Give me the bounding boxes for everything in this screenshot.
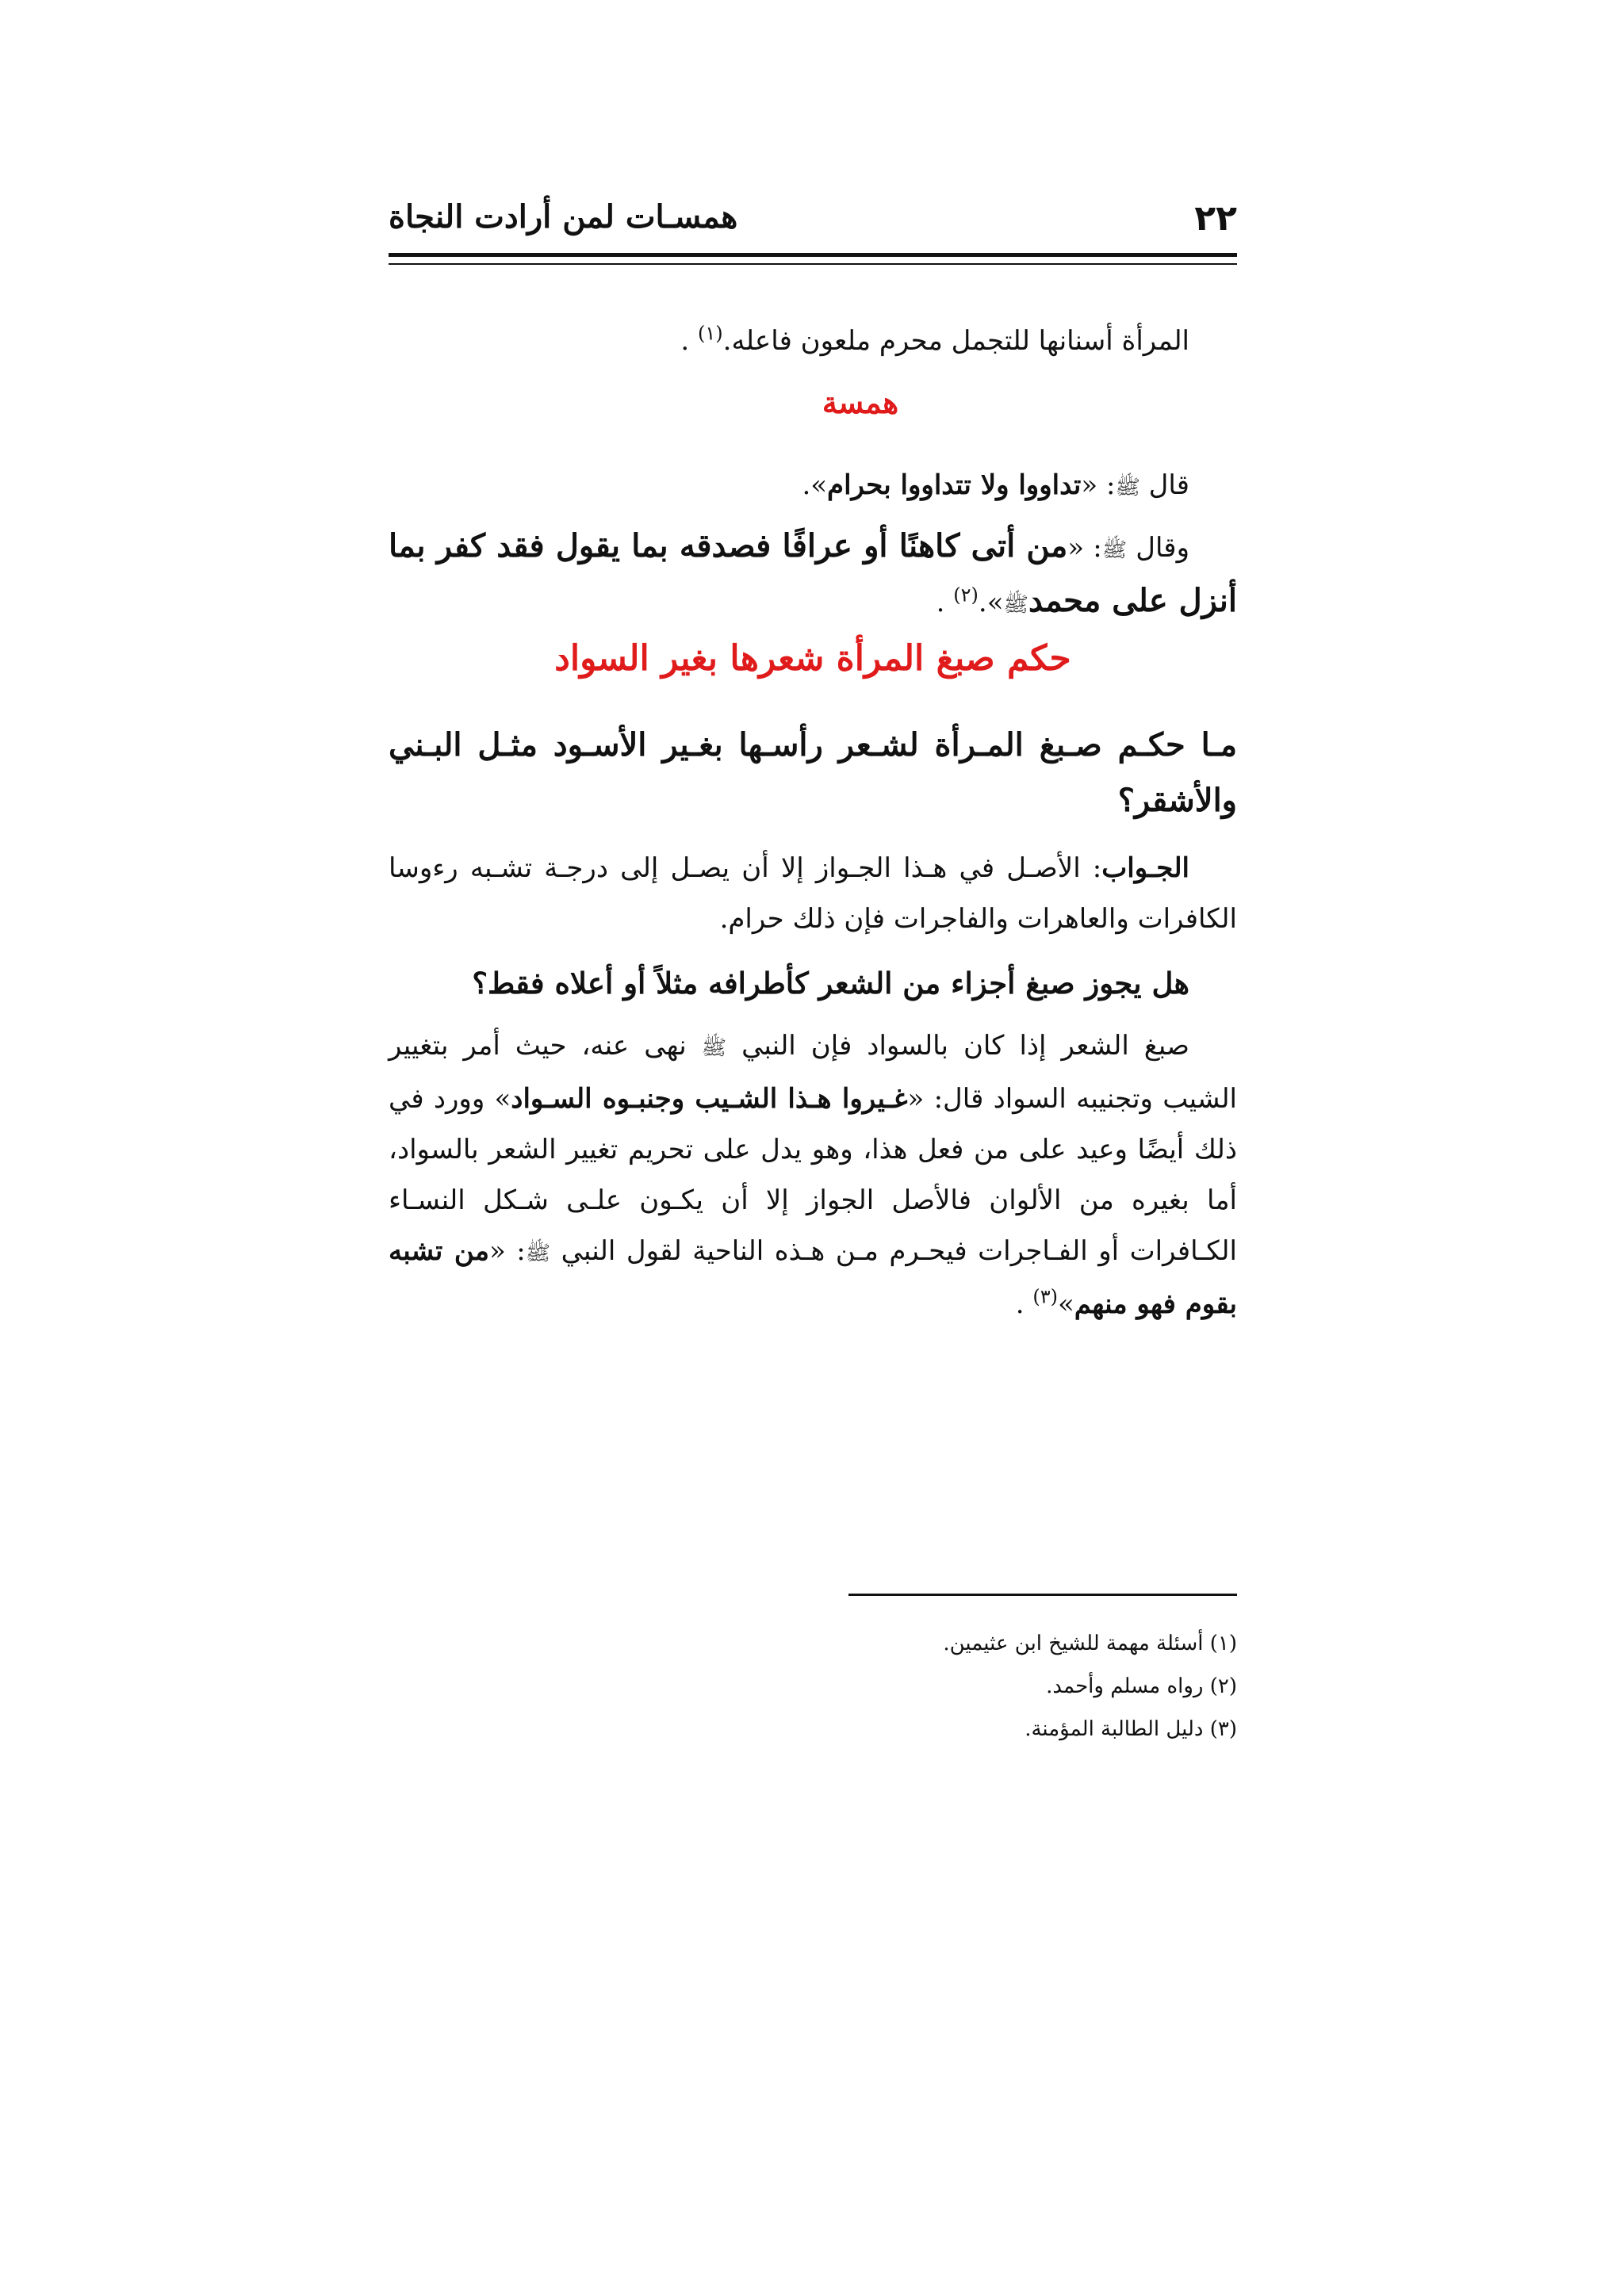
hadith-2-text: من أتى كاهنًا أو عرافًا فصدقه بما يقول فقد كفر بما أنزل على محمد — [389, 527, 1237, 619]
answer-2-colon: : « — [488, 1235, 526, 1267]
hadith-2-colon: : « — [1067, 532, 1102, 564]
hadith-1-intro: قال — [1139, 469, 1189, 501]
answer-2-mid-2: » وورد في ذلك أيضًا وعيد على من فعل هذا، وهو يدل على تحريم تغيير الشعر بالسواد، أما بغيره من الألوان فالأصل الجواز إلا أن يكـون علـى شـكل النسـاء الكـافرات أو الفـاجرات فيحـرم مـن هـذه الناحية لقول النبي — [389, 1083, 1237, 1267]
book-title: همسـات لمن أرادت النجاة — [389, 198, 738, 235]
continued-line-end: . — [680, 325, 698, 357]
footnote-ref-2: (٢) — [953, 584, 979, 607]
hadith-2-end: . — [936, 587, 954, 618]
hadith-1-close: ». — [802, 469, 828, 501]
honorific-icon: ﷺ — [1003, 593, 1028, 617]
answer-2-hadith: غـيروا هـذا الشـيب وجنبـوه السـواد — [511, 1083, 908, 1115]
answer-2-mid: نهى عنه، حيث أمر بتغيير الشيب وتجنيبه السواد قال: « — [389, 1030, 1237, 1115]
hadith-1-text: تداووا ولا تتداووا بحرام — [827, 469, 1082, 501]
header-rule-thick — [389, 253, 1237, 257]
honorific-icon: ﷺ — [1101, 538, 1128, 562]
answer-text: : الأصـل في هـذا الجـواز إلا أن يصـل إلى درجـة تشـبه رءوسا الكافرات والعاهرات والفاجرات فإن ذلك حرام. — [389, 852, 1237, 935]
running-header — [389, 187, 1237, 258]
footnote-separator — [848, 1594, 1237, 1596]
section-word: همسة — [822, 385, 899, 420]
answer-2-start: صبغ الشعر إذا كان بالسواد فإن النبي — [726, 1030, 1190, 1062]
honorific-icon: ﷺ — [1115, 476, 1140, 499]
honorific-icon: ﷺ — [525, 1242, 551, 1265]
page-number: ٢٢ — [1194, 198, 1237, 239]
footnotes — [389, 1622, 1237, 1751]
answer-2-close: » — [1057, 1288, 1074, 1320]
hadith-2-close: ». — [978, 587, 1004, 618]
section-heading: حكم صبغ المرأة شعرها بغير السواد — [554, 638, 1071, 679]
header-rule-thin — [389, 263, 1237, 265]
footnote-item: (٣) دليل الطالبة المؤمنة. — [1025, 1717, 1237, 1741]
question-1: مـا حكـم صـبغ المـرأة لشـعر رأسـها بغـير الأسـود مثـل البـني والأشقر؟ — [389, 726, 1237, 819]
body-text — [389, 316, 1237, 1330]
answer-2 — [389, 1020, 1237, 1330]
continued-line — [389, 316, 1237, 366]
answer-1 — [389, 843, 1237, 944]
hadith-1-colon: : « — [1081, 469, 1116, 501]
hadith-2-intro: وقال — [1127, 532, 1189, 564]
footnote-item: (٢) رواه مسلم وأحمد. — [1046, 1674, 1237, 1698]
answer-label: الجـواب — [1101, 852, 1189, 884]
honorific-icon: ﷺ — [701, 1036, 727, 1060]
hadith-2 — [389, 521, 1237, 630]
footnote-ref-1: (١) — [698, 322, 723, 345]
answer-2-end: . — [1015, 1288, 1033, 1320]
footnote-item: (١) أسئلة مهمة للشيخ ابن عثيمين. — [943, 1632, 1237, 1655]
footnote-ref-3: (٣) — [1032, 1285, 1058, 1308]
hadith-1 — [389, 460, 1237, 513]
answer-2-hadith-2: من تشبه بقوم فهو منهم — [389, 1235, 1237, 1320]
continued-line-text: المرأة أسنانها للتجمل محرم ملعون فاعله. — [722, 325, 1189, 357]
question-2: هل يجوز صبغ أجزاء من الشعر كأطرافه مثلاً أو أعلاه فقط؟ — [472, 966, 1189, 1001]
